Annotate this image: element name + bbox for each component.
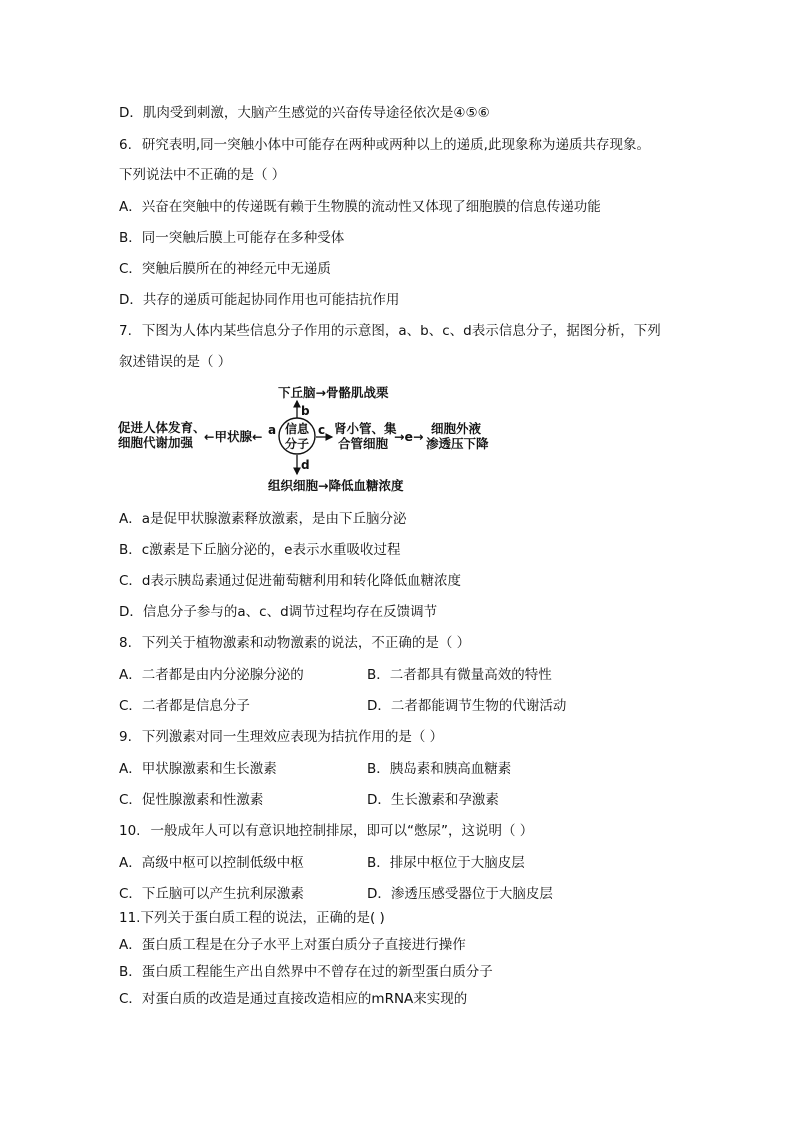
q7-stem-text: 下图为人体内某些信息分子作用的示意图，a、b、c、d表示信息分子，据图分析，下列 — [141, 323, 661, 339]
q9-option-a: A．甲状腺激素和生长激素 — [119, 761, 277, 777]
q8-option-d: D．二者都能调节生物的代谢活动 — [367, 698, 567, 714]
q7-option-d: D．信息分子参与的a、c、d调节过程均存在反馈调节 — [119, 604, 438, 620]
q8-stem — [119, 634, 470, 652]
q10-option-a: A．高级中枢可以控制低级中枢 — [119, 855, 304, 871]
q10-option-c: C．下丘脑可以产生抗利尿激素 — [119, 886, 304, 902]
q11-stem: 11.下列关于蛋白质工程的说法，正确的是( ) — [119, 910, 385, 926]
signal-molecule-diagram — [118, 384, 498, 496]
q5-option-d: D．肌肉受到刺激，大脑产生感觉的兴奋传导途径依次是④⑤⑥ — [119, 105, 490, 121]
label-c: c — [318, 423, 326, 437]
label-a: a — [268, 423, 277, 437]
center-line1: 信息 — [285, 422, 310, 436]
q8-option-c: C．二者都是信息分子 — [119, 698, 250, 714]
label-d: d — [301, 458, 310, 472]
center-line2: 分子 — [285, 437, 310, 451]
q6-stem-line2: 下列说法中不正确的是（ ） — [119, 167, 286, 183]
q10-stem — [119, 822, 533, 840]
label-b: b — [301, 404, 310, 418]
right-effect-line1: 细胞外液 — [431, 421, 482, 436]
q6-option-a: A．兴奋在突触中的传递既有赖于生物膜的流动性又体现了细胞膜的信息传递功能 — [119, 199, 601, 215]
q10-stem-text: 一般成年人可以有意识地控制排尿，即可以“憋尿”，这说明（ ） — [150, 823, 534, 839]
left-mid-label: ←甲状腺← — [204, 429, 263, 444]
q8-number: 8. — [119, 635, 132, 651]
q7-option-a: A．a是促甲状腺激素释放激素，是由下丘脑分泌 — [119, 511, 407, 527]
q6-stem-text: 研究表明,同一突触小体中可能存在两种或两种以上的递质,此现象称为递质共存现象。 — [141, 137, 650, 153]
q6-stem-line1 — [119, 136, 650, 154]
q7-option-c: C．d表示胰岛素通过促进葡萄糖利用和转化降低血糖浓度 — [119, 573, 461, 589]
q10-option-d: D．渗透压感受器位于大脑皮层 — [367, 886, 553, 902]
right-e-label: →e→ — [394, 429, 424, 444]
q6-option-b: B．同一突触后膜上可能存在多种受体 — [119, 230, 345, 246]
q10-number: 10. — [119, 823, 141, 839]
q9-option-b: B．胰岛素和胰高血糖素 — [367, 761, 512, 777]
q8-stem-text: 下列关于植物激素和动物激素的说法，不正确的是（ ） — [141, 635, 471, 651]
q6-option-d: D．共存的递质可能起协同作用也可能拮抗作用 — [119, 292, 400, 308]
q10-option-b: B．排尿中枢位于大脑皮层 — [367, 855, 525, 871]
q9-stem — [119, 728, 443, 746]
left-effect-line2: 细胞代谢加强 — [118, 435, 194, 450]
right-target-line2: 合管细胞 — [338, 436, 389, 451]
q7-option-b: B．c激素是下丘脑分泌的，e表示水重吸收过程 — [119, 542, 401, 558]
right-effect-line2: 渗透压下降 — [426, 436, 489, 451]
q6-number: 6. — [119, 137, 132, 153]
q9-number: 9. — [119, 729, 132, 745]
q7-stem-line2: 叙述错误的是（ ） — [119, 354, 232, 370]
diagram-bottom-label: 组织细胞→降低血糖浓度 — [268, 478, 404, 493]
q6-option-c: C．突触后膜所在的神经元中无递质 — [119, 261, 331, 277]
left-effect-line1: 促进人体发育、 — [118, 420, 206, 435]
q9-option-c: C．促性腺激素和性激素 — [119, 792, 264, 808]
q9-stem-text: 下列激素对同一生理效应表现为拮抗作用的是（ ） — [141, 729, 444, 745]
q9-option-d: D．生长激素和孕激素 — [367, 792, 499, 808]
q7-stem-line1 — [119, 322, 661, 340]
q8-option-a: A．二者都是由内分泌腺分泌的 — [119, 667, 304, 683]
q7-number: 7. — [119, 323, 132, 339]
q11-option-a: A．蛋白质工程是在分子水平上对蛋白质分子直接进行操作 — [119, 937, 466, 953]
right-target-line1: 肾小管、集 — [334, 421, 397, 436]
diagram-top-label: 下丘脑→骨骼肌战栗 — [278, 385, 389, 400]
q11-option-c: C．对蛋白质的改造是通过直接改造相应的mRNA来实现的 — [119, 991, 468, 1007]
q8-option-b: B．二者都具有微量高效的特性 — [367, 667, 552, 683]
q11-option-b: B．蛋白质工程能生产出自然界中不曾存在过的新型蛋白质分子 — [119, 964, 493, 980]
